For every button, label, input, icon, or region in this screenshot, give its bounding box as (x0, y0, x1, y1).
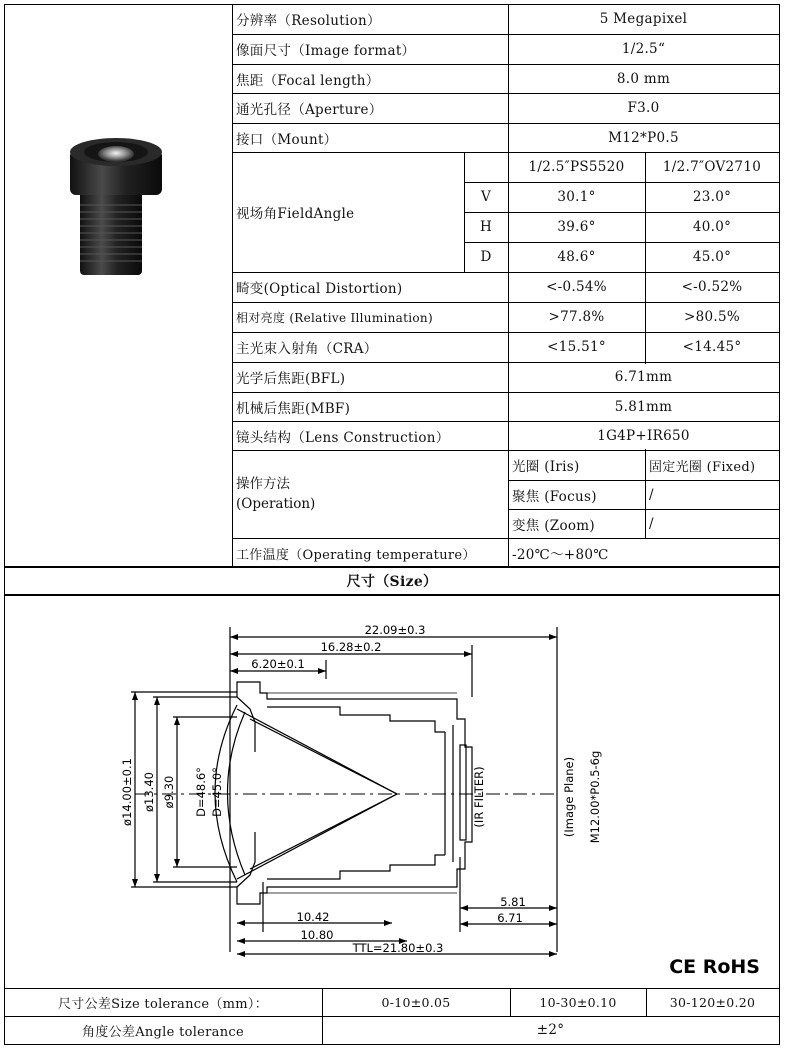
image-plane-label: (Image Plane) (562, 756, 576, 838)
aperture-label: 通光孔径（Aperture） (236, 102, 383, 118)
thread-label: M12.00*P0.5-6g (588, 750, 602, 844)
lens-dimension-drawing (5, 597, 779, 987)
illumination-a: >77.8% (548, 309, 605, 325)
resolution-value: 5 Megapixel (599, 11, 688, 27)
size-tolerance-0-10: 0-10±0.05 (381, 994, 451, 1010)
cra-b: <14.45° (682, 339, 742, 355)
illumination-label: 相对亮度 (Relative Illumination) (236, 310, 433, 325)
focus-label: 聚焦 (Focus) (512, 488, 597, 505)
dim-body: 16.28±0.2 (320, 640, 382, 654)
size-tolerance-30-120: 30-120±0.20 (669, 994, 756, 1010)
distortion-label: 畸变(Optical Distortion) (236, 281, 403, 297)
distortion-a: <-0.54% (546, 279, 607, 295)
fov-h-b: 40.0° (692, 219, 732, 235)
dim-outer-dia: ø14.00±0.1 (120, 758, 134, 826)
lens-product-image (60, 130, 170, 280)
ir-filter-label: (IR FILTER) (472, 766, 486, 828)
fov-axis-h: H (479, 219, 493, 235)
size-tolerance-label: 尺寸公差Size tolerance（mm）： (57, 996, 268, 1012)
sensor-b-header: 1/2.7″OV2710 (662, 159, 762, 175)
size-section-title: 尺寸（Size） (346, 574, 438, 590)
temperature-label: 工作温度（Operating temperature） (236, 547, 476, 563)
mbf-value: 5.81mm (614, 398, 673, 415)
fov-v-a: 30.1° (557, 189, 596, 205)
angle-tolerance-label: 角度公差Angle tolerance (82, 1024, 244, 1040)
iris-label: 光圈 (Iris) (512, 459, 580, 475)
distortion-b: <-0.52% (681, 279, 743, 295)
field-angle-label: 视场角FieldAngle (236, 206, 355, 222)
resolution-label: 分辨率（Resolution） (236, 13, 381, 29)
image-format-value: 1/2.5“ (621, 41, 666, 57)
fov-v-b: 23.0° (692, 189, 732, 205)
sensor-a-header: 1/2.5″PS5520 (528, 159, 625, 175)
fov-h-a: 39.6° (557, 219, 596, 235)
focal-length-label: 焦距（Focal length） (236, 72, 380, 89)
dim-671: 6.71 (497, 911, 523, 925)
operation-label (236, 474, 436, 514)
construction-value: 1G4P+IR650 (597, 427, 690, 444)
dim-dia-2: ø13.40 (142, 772, 156, 812)
image-format-label: 像面尺寸（Image format） (236, 43, 416, 59)
fov-d-a: 48.6° (557, 249, 596, 265)
dim-d45: D=45.0° (210, 767, 224, 817)
dim-ttl: TTL=21.80±0.3 (352, 941, 444, 955)
bfl-value: 6.71mm (614, 369, 673, 385)
mbf-label: 机械后焦距(MBF) (236, 400, 351, 417)
dim-total: 22.09±0.3 (364, 623, 426, 637)
focus-value: / (649, 486, 654, 503)
angle-tolerance-value: ±2° (536, 1022, 565, 1038)
fov-d-b: 45.0° (692, 249, 732, 265)
construction-label: 镜头结构（Lens Construction） (236, 429, 450, 446)
operation-label-en: (Operation) (236, 496, 316, 512)
fov-axis-d: D (480, 249, 492, 265)
dim-581: 5.81 (500, 895, 526, 909)
temperature-value: -20℃～+80℃ (512, 547, 609, 563)
fov-axis-v: V (480, 189, 492, 205)
dim-1080: 10.80 (300, 928, 334, 942)
operation-label-cn: 操作方法 (236, 476, 290, 492)
dim-1042: 10.42 (296, 910, 330, 924)
zoom-value: / (649, 515, 654, 532)
illumination-b: >80.5% (684, 309, 740, 325)
iris-value: 固定光圈 (Fixed) (649, 459, 756, 475)
dim-flange: 6.20±0.1 (251, 657, 305, 671)
dim-dia-3: ø9.30 (162, 775, 176, 809)
size-tolerance-10-30: 10-30±0.10 (539, 994, 617, 1010)
focal-length-value: 8.0 mm (616, 70, 671, 87)
mount-label: 接口（Mount） (236, 131, 338, 148)
cra-a: <15.51° (547, 339, 606, 355)
bfl-label: 光学后焦距(BFL) (236, 371, 346, 387)
zoom-label: 变焦 (Zoom) (512, 517, 595, 534)
cra-label: 主光束入射角（CRA） (236, 341, 378, 357)
aperture-value: F3.0 (627, 100, 660, 116)
mount-value: M12*P0.5 (608, 129, 679, 146)
ce-rohs-mark: CE RoHS (669, 956, 760, 978)
dim-d48: D=48.6° (194, 767, 208, 817)
